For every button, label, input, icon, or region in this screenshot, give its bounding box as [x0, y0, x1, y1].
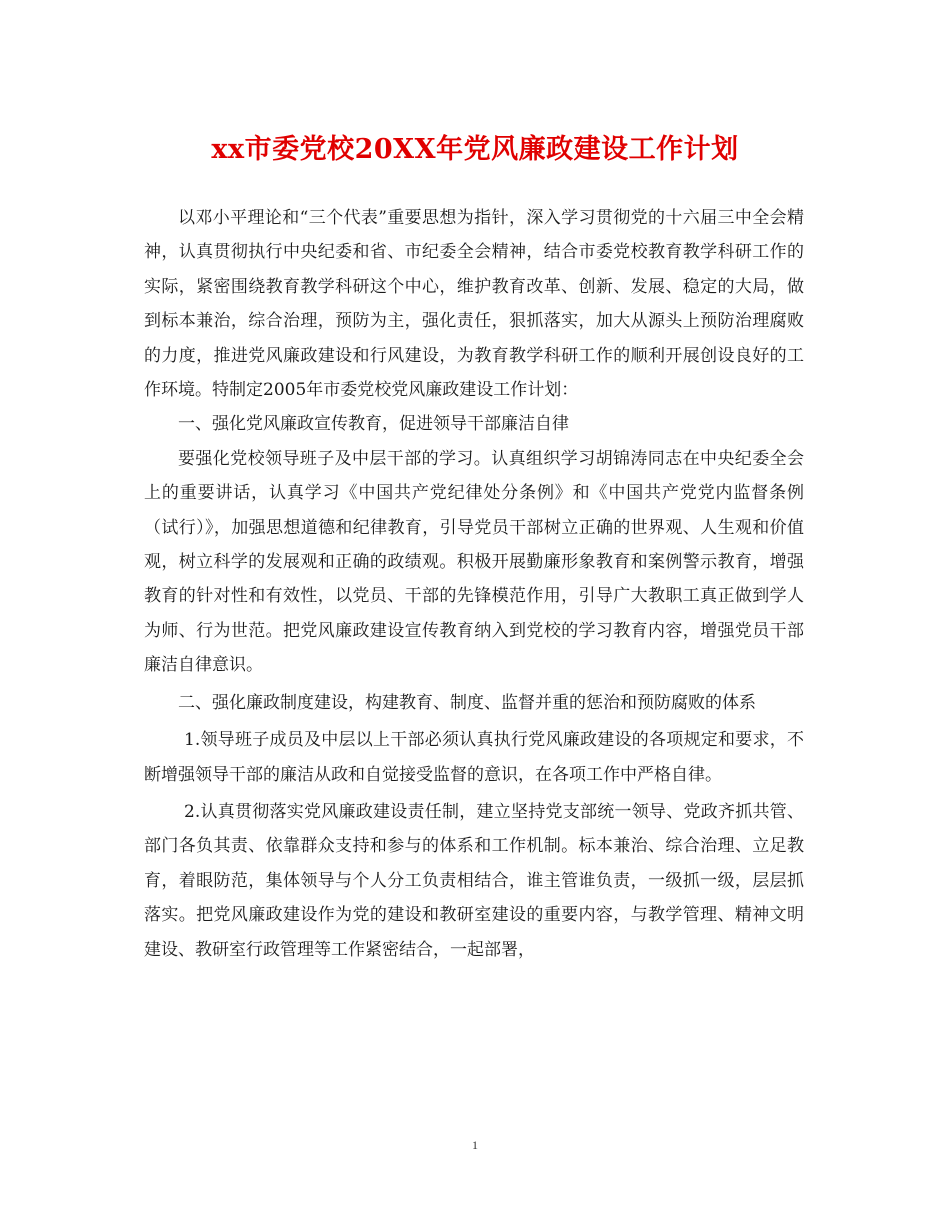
section-2-item-2: 2.认真贯彻落实党风廉政建设责任制，建立坚持党支部统一领导、党政齐抓共管、部门各负其责、依靠群众支持和参与的体系和工作机制。标本兼治、综合治理、立足教育，着眼防范，集体领导与个人分工负责相结合，谁主管谁负责，一级抓一级，层层抓落实。把党风廉政建设作为党的建设和教研室建设的重要内容，与教学管理、精神文明建设、教研室行政管理等工作紧密结合，一起部署，	[144, 801, 804, 960]
section-heading-2: 二、强化廉政制度建设，构建教育、制度、监督并重的惩治和预防腐败的体系	[178, 692, 756, 713]
document-title: xx市委党校20XX年党风廉政建设工作计划	[211, 134, 739, 165]
page-number: 1	[472, 1138, 478, 1152]
section-2-item-1: 1.领导班子成员及中层以上干部必须认真执行党风廉政建设的各项规定和要求，不断增强领导干部的廉洁从政和自觉接受监督的意识，在各项工作中严格自律。	[144, 730, 804, 785]
intro-paragraph: 以邓小平理论和“三个代表”重要思想为指针，深入学习贯彻党的十六届三中全会精神，认真贯彻执行中央纪委和省、市纪委全会精神，结合市委党校教育教学科研工作的实际，紧密围绕教育教学科研这个中心，维护教育改革、创新、发展、稳定的大局，做到标本兼治，综合治理，预防为主，强化责任，狠抓落实，加大从源头上预防治理腐败的力度，推进党风廉政建设和行风建设，为教育教学科研工作的顺利开展创设良好的工作环境。特制定2005年市委党校党风廉政建设工作计划：	[144, 208, 804, 401]
section-heading-1: 一、强化党风廉政宣传教育，促进领导干部廉洁自律	[178, 414, 569, 435]
section-1-paragraph: 要强化党校领导班子及中层干部的学习。认真组织学习胡锦涛同志在中央纪委全会上的重要讲话，认真学习《中国共产党纪律处分条例》和《中国共产党党内监督条例（试行）》，加强思想道德和纪律教育，引导党员干部树立正确的世界观、人生观和价值观，树立科学的发展观和正确的政绩观。积极开展勤廉形象教育和案例警示教育，增强教育的针对性和有效性，以党员、干部的先锋模范作用，引导广大教职工真正做到学人为师、行为世范。把党风廉政建设宣传教育纳入到党校的学习教育内容，增强党员干部廉洁自律意识。	[144, 448, 804, 676]
document-body	[144, 201, 804, 967]
